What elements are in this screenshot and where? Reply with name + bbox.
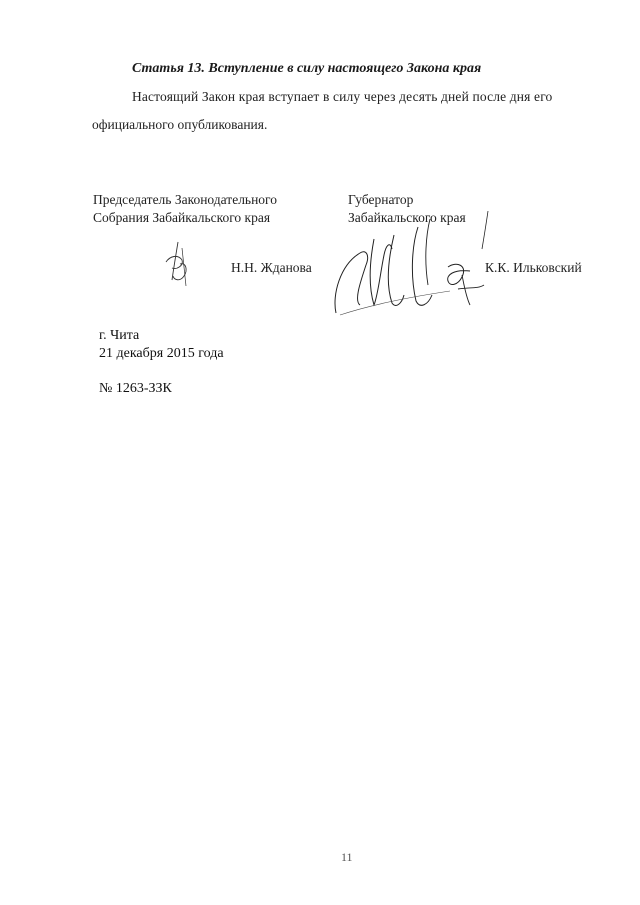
left-signatory-title xyxy=(93,191,277,227)
left-signatory-title-line-1: Председатель Законодательного xyxy=(93,192,278,207)
right-signatory-title-line-2: Забайкальского края xyxy=(348,210,466,225)
article-body-line-1: Настоящий Закон края вступает в силу через десять дней после дня его xyxy=(132,89,553,104)
right-signatory-name: К.К. Ильковский xyxy=(485,260,582,275)
city: г. Чита xyxy=(99,328,140,343)
right-signatory-title-line-1: Губернатор xyxy=(348,192,414,207)
adoption-date: 21 декабря 2015 года xyxy=(99,346,224,361)
article-heading: Статья 13. Вступление в силу настоящего Закона края xyxy=(132,61,482,76)
left-signatory-title-line-2: Собрания Забайкальского края xyxy=(93,210,271,225)
page-number: 11 xyxy=(341,850,353,864)
law-number: № 1263-ЗЗК xyxy=(99,381,172,396)
right-handwritten-signature xyxy=(330,205,495,320)
article-body-line-2: официального опубликования. xyxy=(92,117,268,132)
left-handwritten-signature xyxy=(158,240,198,290)
left-signatory-name: Н.Н. Жданова xyxy=(231,260,312,275)
place-and-date xyxy=(99,327,224,363)
